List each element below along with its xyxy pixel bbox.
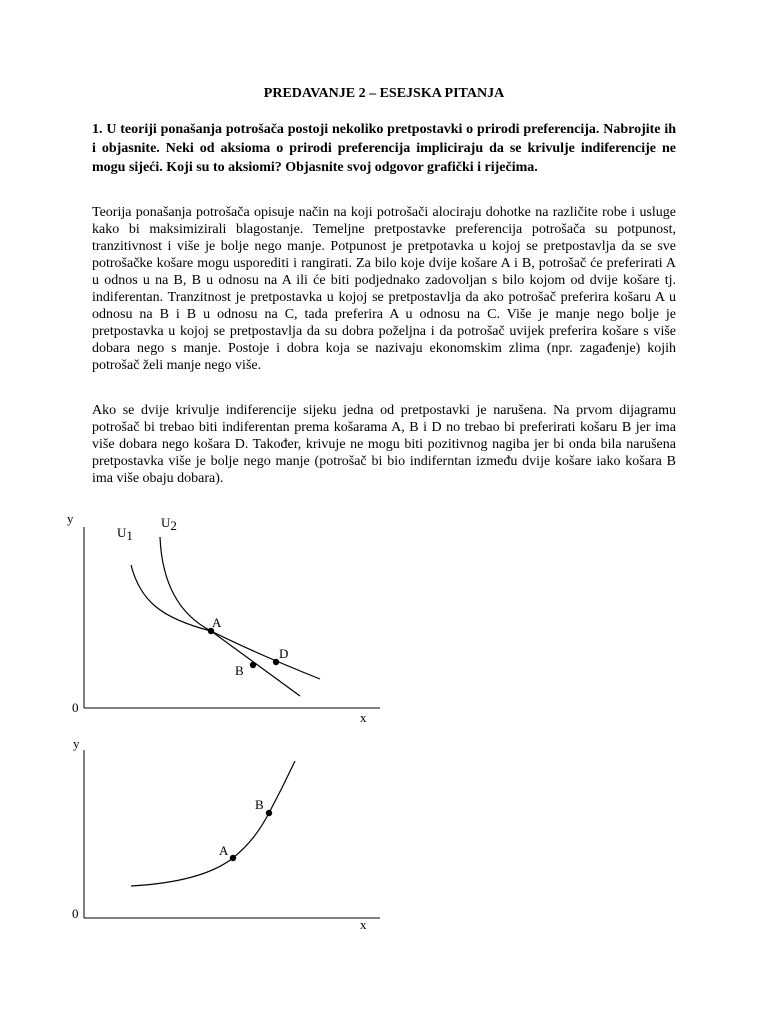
point-a-label: A	[219, 843, 229, 858]
x-axis-label: x	[360, 917, 367, 932]
point-d-label: D	[279, 646, 289, 661]
question-text: 1. U teoriji ponašanja potrošača postoji nekoliko pretpostavki o prirodi preferencija. Nabrojite ih i objasnite. Neki od aksioma o prirodi preferencija impliciraju da se krivulje indiferencije ne mogu sijeći. Koji su to aksiomi? Objasnite svoj odgovor grafički i riječima.	[92, 122, 676, 175]
curve-u1	[131, 565, 300, 696]
curve-u2	[160, 537, 320, 679]
curve	[131, 761, 295, 886]
point-a-label: A	[212, 615, 222, 630]
origin-label: 0	[72, 700, 79, 715]
point-b-marker	[250, 662, 256, 668]
x-axis-label: x	[360, 710, 367, 725]
y-axis-label: y	[73, 736, 80, 751]
answer-paragraph-2: Ako se dvije krivulje indiferencije sijeku jedna od pretpostavki je narušena. Na prvom dijagramu potrošač bi trebao biti indiferentan prema košarama A, B i D no trebao bi preferirati košaru B jer ima više dobara nego košara D. Također, krivuje ne mogu biti pozitivnog nagiba jer bi onda bila narušena pretpostavka više je bolje nego manje (potrošač bi bio indiferntan između dvije košare iako košara B ima više obaju dobara).	[92, 403, 676, 486]
diagram-positive-slope	[0, 735, 400, 935]
curve-u2-label: U2	[161, 515, 177, 533]
diagram-intersecting-curves	[0, 505, 400, 730]
answer-paragraph-1: Teorija ponašanja potrošača opisuje način na koji potrošači alociraju dohotke na različite robe i usluge kako bi maksimizirali blagostanje. Temeljne pretpostavke preferencija potrošača su potpunost, tranzitivnost i više je bolje nego manje. Potpunost je pretpotavka u kojoj se pretpostavlja da se sve potrošačke košare mogu usporediti i rangirati. Za bilo koje dvije košare A i B, potrošač će preferirati A u odnos u na B, B u odnosu na A ili će biti podjednako zadovoljan s bilo kojom od dvije košare tj. indiferentan. Tranzitnost je pretpostavka u kojoj se pretpostavlja da ako potrošač preferira košaru A u odnosu na B i B u odnosu na C, tada preferira A u odnosu na C. Više je manje nego bolje je pretpostavka u kojoj se pretpostavlja da su dobra poželjna i da potrošač uvijek preferira košare s više dobara nego s manje. Postoje i dobra koja se nazivaju ekonomskim zlima (npr. zagađenje) kojih potrošač želi manje nego više.	[92, 205, 676, 373]
curve-u1-label: U1	[117, 525, 133, 543]
point-b-label: B	[255, 797, 264, 812]
point-b-label: B	[235, 663, 244, 678]
y-axis-label: y	[67, 511, 74, 526]
point-a-marker	[230, 855, 236, 861]
point-b-marker	[266, 810, 272, 816]
origin-label: 0	[72, 906, 79, 921]
page-title: PREDAVANJE 2 – ESEJSKA PITANJA	[263, 86, 505, 101]
